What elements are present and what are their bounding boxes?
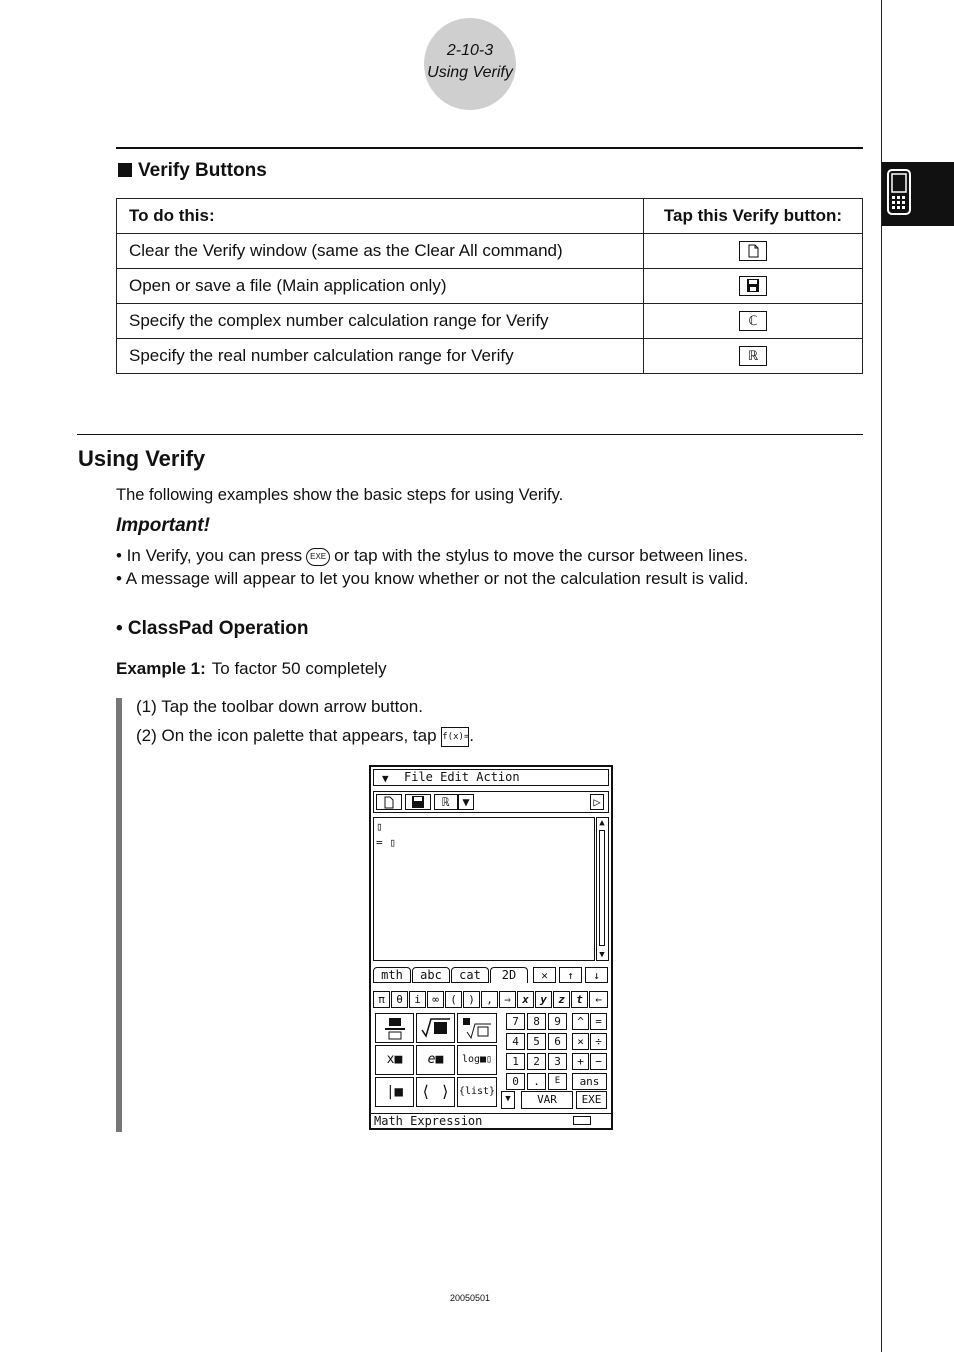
fraction-template-icon[interactable] xyxy=(375,1013,414,1043)
header-title: Using Verify xyxy=(427,64,513,81)
tab-2d[interactable]: 2D xyxy=(490,967,528,983)
key-var[interactable]: VAR xyxy=(521,1091,573,1109)
classpad-screen xyxy=(369,765,613,1130)
table-row xyxy=(117,269,863,304)
result-line: = ▯ xyxy=(376,836,396,849)
key-divide[interactable]: ÷ xyxy=(590,1033,607,1050)
real-R-icon[interactable]: ℝ xyxy=(434,794,458,810)
key-ans[interactable]: ans xyxy=(572,1073,607,1090)
key-t[interactable]: t xyxy=(571,991,588,1008)
important-label: Important! xyxy=(116,515,210,536)
tab-mth[interactable]: mth xyxy=(373,967,411,983)
key-7[interactable]: 7 xyxy=(506,1013,525,1030)
list-template-icon[interactable]: {list} xyxy=(457,1077,497,1107)
key-multiply[interactable]: × xyxy=(572,1033,589,1050)
bullet-1: • In Verify, you can press EXE or tap with the stylus to move the cursor between lines. xyxy=(116,546,748,565)
classpad-menu-bar[interactable]: ▼ File Edit Action xyxy=(373,769,609,786)
status-bar: Math Expression xyxy=(371,1113,611,1128)
table-row xyxy=(117,304,863,339)
exp-template-icon[interactable]: e■ xyxy=(416,1045,455,1075)
toolbar-next-icon[interactable]: ▷ xyxy=(590,794,604,810)
log-template-icon[interactable]: log■▯ xyxy=(457,1045,497,1075)
key-i[interactable]: i xyxy=(409,991,426,1008)
key-close-paren[interactable]: ) xyxy=(463,991,480,1008)
footer-code: 20050501 xyxy=(449,1293,491,1303)
key-minus[interactable]: − xyxy=(590,1053,607,1070)
scroll-down-keys-icon[interactable]: ▼ xyxy=(501,1091,515,1109)
bullet-2: • A message will appear to let you know whether or not the calculation result is valid. xyxy=(116,569,749,588)
key-3[interactable]: 3 xyxy=(548,1053,567,1070)
sqrt-template-icon[interactable] xyxy=(416,1013,455,1043)
intro-text: The following examples show the basic steps for using Verify. xyxy=(116,486,564,504)
example-line: Example 1: To factor 50 completely xyxy=(116,659,387,678)
key-infinity[interactable]: ∞ xyxy=(427,991,444,1008)
shift-down-icon[interactable]: ↓ xyxy=(585,967,608,983)
classpad-device-icon xyxy=(886,168,912,216)
close-keyboard-icon[interactable]: ✕ xyxy=(533,967,556,983)
key-9[interactable]: 9 xyxy=(548,1013,567,1030)
row-action: Specify the real number calculation range for Verify xyxy=(117,339,644,374)
real-R-icon: ℝ xyxy=(739,346,767,366)
scrollbar[interactable]: ▲ ▼ xyxy=(596,817,609,961)
key-decimal[interactable]: . xyxy=(527,1073,546,1090)
symbol-key-row xyxy=(373,990,609,1009)
menu-dropdown-icon: ▼ xyxy=(382,772,389,785)
key-power[interactable]: ^ xyxy=(572,1013,589,1030)
new-file-icon[interactable] xyxy=(376,794,402,810)
key-equals[interactable]: = xyxy=(590,1013,607,1030)
key-z[interactable]: z xyxy=(553,991,570,1008)
section-title: Using Verify xyxy=(78,446,206,471)
table-row xyxy=(117,234,863,269)
key-x[interactable]: x xyxy=(517,991,534,1008)
key-exp[interactable]: E xyxy=(548,1073,567,1090)
key-1[interactable]: 1 xyxy=(506,1053,525,1070)
key-2[interactable]: 2 xyxy=(527,1053,546,1070)
table-header-row xyxy=(117,199,863,234)
key-store[interactable]: ⇒ xyxy=(499,991,516,1008)
braces-template-icon[interactable]: ⟨ ⟩ xyxy=(416,1077,455,1107)
key-y[interactable]: y xyxy=(535,991,552,1008)
key-open-paren[interactable]: ( xyxy=(445,991,462,1008)
key-0[interactable]: 0 xyxy=(506,1073,525,1090)
key-comma[interactable]: , xyxy=(481,991,498,1008)
save-disk-icon[interactable] xyxy=(405,794,431,810)
key-theta[interactable]: θ xyxy=(391,991,408,1008)
col-header-action: To do this: xyxy=(117,199,644,234)
battery-icon xyxy=(573,1116,591,1125)
keyboard-tabs xyxy=(373,967,609,984)
x-power-icon[interactable]: x■ xyxy=(375,1045,414,1075)
row-action: Clear the Verify window (same as the Clear All command) xyxy=(117,234,644,269)
row-action: Specify the complex number calculation range for Verify xyxy=(117,304,644,339)
step-2: (2) On the icon palette that appears, tap f(x)=. xyxy=(136,726,474,745)
section-rule-top xyxy=(116,147,863,149)
key-4[interactable]: 4 xyxy=(506,1033,525,1050)
operation-side-bar xyxy=(116,698,122,1132)
key-6[interactable]: 6 xyxy=(548,1033,567,1050)
new-file-icon xyxy=(739,241,767,261)
page-number: 2-10-3 xyxy=(446,42,494,59)
tab-abc[interactable]: abc xyxy=(412,967,450,983)
key-8[interactable]: 8 xyxy=(527,1013,546,1030)
abs-template-icon[interactable]: |■ xyxy=(375,1077,414,1107)
section-rule xyxy=(77,434,863,435)
key-backspace[interactable]: ← xyxy=(589,991,608,1008)
verify-work-area[interactable] xyxy=(373,817,595,961)
verify-buttons-table xyxy=(116,198,863,374)
input-line: ▯ xyxy=(376,820,383,833)
shift-up-icon[interactable]: ↑ xyxy=(559,967,582,983)
step-1: (1) Tap the toolbar down arrow button. xyxy=(136,697,423,716)
table-row xyxy=(117,339,863,374)
complex-C-icon: ℂ xyxy=(739,311,767,331)
key-pi[interactable]: π xyxy=(373,991,390,1008)
key-plus[interactable]: + xyxy=(572,1053,589,1070)
key-exe[interactable]: EXE xyxy=(576,1091,607,1109)
operation-heading: • ClassPad Operation xyxy=(116,618,309,639)
classpad-toolbar xyxy=(373,791,609,813)
nth-root-template-icon[interactable] xyxy=(457,1013,497,1043)
key-5[interactable]: 5 xyxy=(527,1033,546,1050)
save-disk-icon xyxy=(739,276,767,296)
fx-equals-icon: f(x)= xyxy=(441,727,469,747)
chapter-tab xyxy=(882,162,954,226)
toolbar-down-arrow-icon[interactable]: ▼ xyxy=(458,794,474,810)
exe-key-icon: EXE xyxy=(306,548,330,566)
verify-buttons-heading: Verify Buttons xyxy=(118,160,267,182)
tab-cat[interactable]: cat xyxy=(451,967,489,983)
col-header-button: Tap this Verify button: xyxy=(644,199,863,234)
row-action: Open or save a file (Main application only) xyxy=(117,269,644,304)
